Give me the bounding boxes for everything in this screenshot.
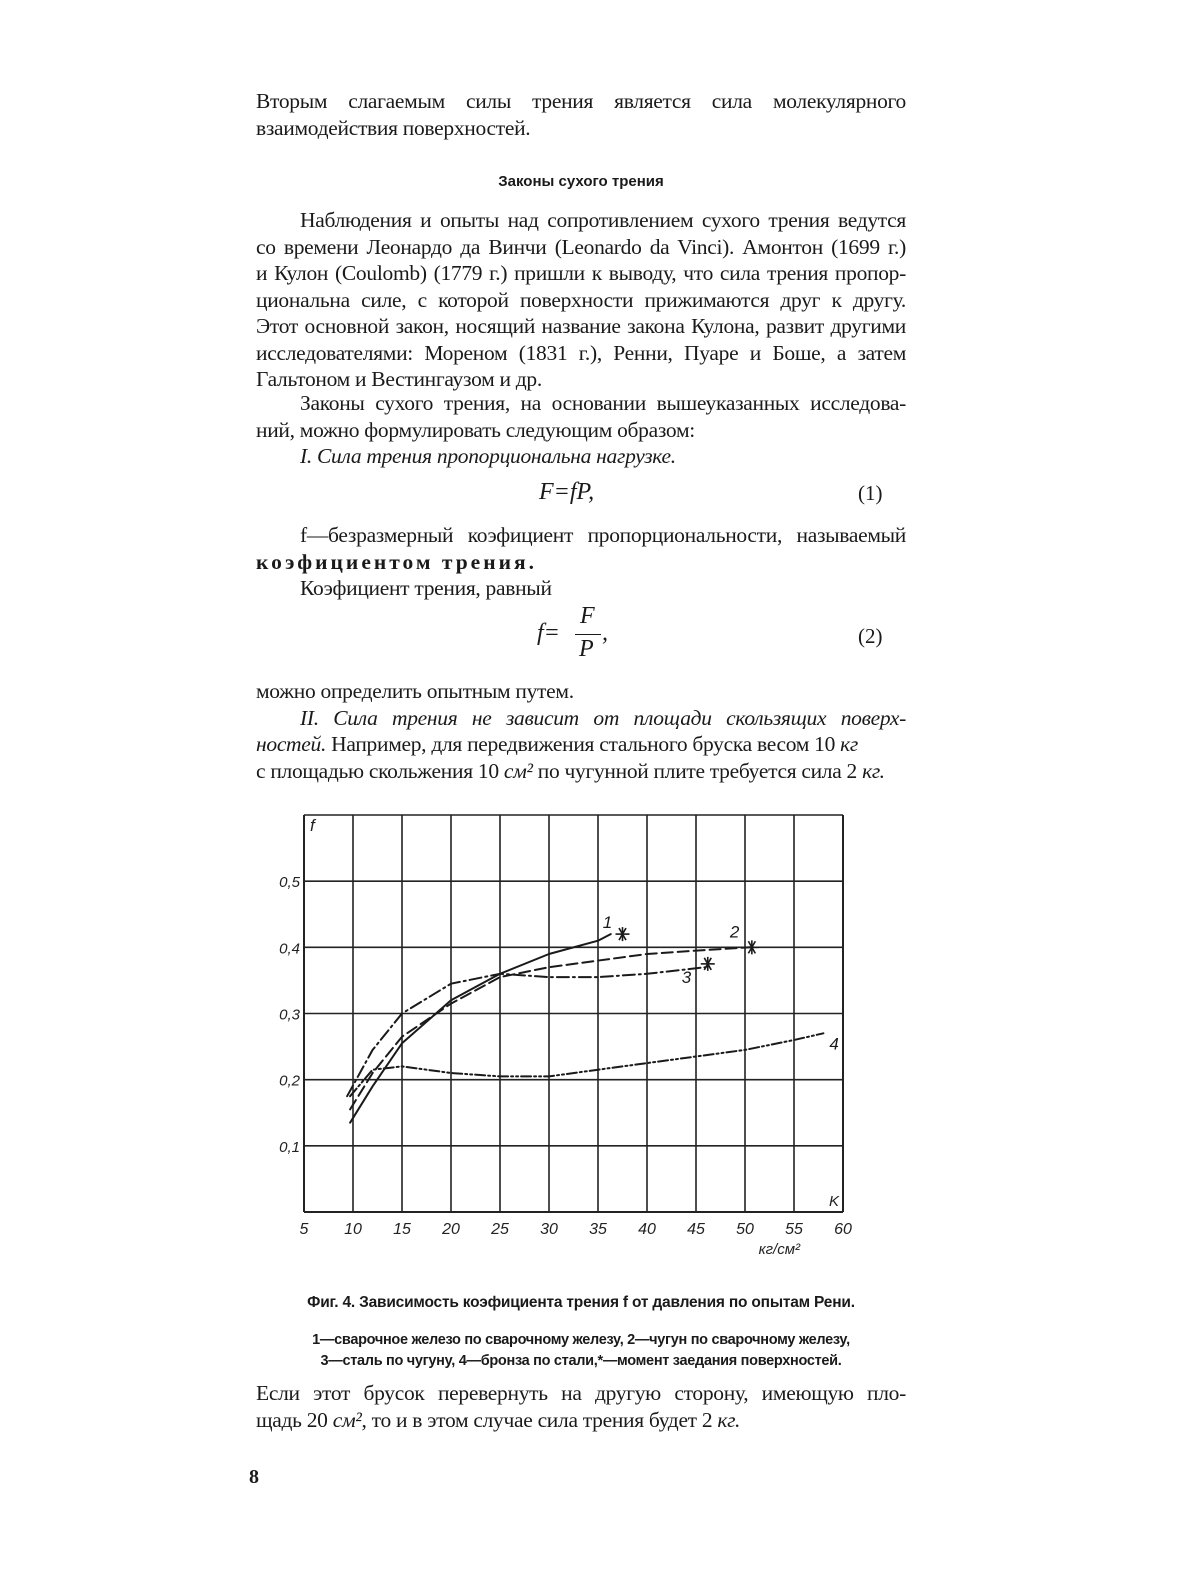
series-line-4: [350, 1033, 823, 1096]
x-tick-label-25: 25: [491, 1221, 509, 1238]
seizure-marker-stroke: [704, 958, 711, 970]
law-2-unit-kg-2: кг.: [862, 758, 885, 783]
series-label-3: 3: [681, 968, 692, 988]
chart-markers: [616, 927, 759, 971]
law-2-line-2-italic: ностей.: [256, 732, 327, 756]
x-tick-label-10: 10: [344, 1221, 362, 1238]
formula-1: F=fP,: [539, 479, 595, 505]
law-2-line-1: II. Сила трения не зависит от площади скользящих поверх-: [300, 705, 906, 730]
history-line-7: Гальтоном и Вестингаузом и др.: [256, 367, 542, 391]
law-2-line-3: [256, 758, 906, 785]
fraction-bar: [575, 634, 601, 635]
x-tick-label-35: 35: [589, 1221, 607, 1238]
formula-2-denominator: P: [579, 636, 594, 662]
x-tick-label-55: 55: [785, 1221, 803, 1238]
legend-line-2: 3—сталь по чугуну, 4—бронза по стали,*—момент заедания поверхностей.: [320, 1353, 842, 1369]
laws-intro-line-1: Законы сухого трения, на основании вышеуказанных исследова-: [300, 391, 906, 415]
law-2-unit-cm2: см²: [503, 758, 533, 783]
intro-paragraph: [256, 88, 906, 141]
formula-2-comma: ,: [602, 620, 608, 646]
seizure-marker-stroke: [748, 941, 755, 953]
coefficient-equal-line: Коэфициент трения, равный: [300, 576, 552, 600]
series-label-4: 4: [829, 1034, 839, 1054]
history-line-3: и Кулон (Coulomb) (1779 г.) пришли к выводу, что сила трения пропор-: [256, 261, 906, 285]
final-line-2-a: щадь 20: [256, 1407, 328, 1432]
final-line-2: [256, 1407, 906, 1434]
final-unit-cm2: см²: [332, 1407, 362, 1432]
x-tick-label-15: 15: [393, 1221, 411, 1238]
series-label-1: 1: [602, 913, 613, 933]
paragraph-laws-intro: [256, 390, 906, 470]
y-tick-label-0,1: 0,1: [279, 1138, 300, 1156]
series-label-2: 2: [729, 922, 740, 942]
y-tick-label-0,4: 0,4: [279, 940, 300, 958]
legend-line-1: 1—сварочное железо по сварочному железу, 2—чугун по сварочному железу,: [312, 1332, 850, 1348]
law-2-line-3-b: по чугунной плите требуется сила 2: [537, 758, 858, 783]
series-line-1: [350, 934, 611, 1123]
history-line-4: циональна силе, с которой поверхности прижимаются друг к другу.: [256, 287, 906, 312]
page-number: 8: [249, 1466, 259, 1488]
paragraph-law-2: [256, 678, 906, 784]
x-tick-label-30: 30: [540, 1221, 558, 1238]
section-title: Законы сухого трения: [498, 173, 664, 190]
y-tick-label-0,5: 0,5: [279, 874, 300, 892]
history-line-1: Наблюдения и опыты над сопротивлением сухого трения ведутся: [300, 208, 906, 232]
seizure-marker-2: [745, 940, 759, 954]
formula-1-number: (1): [858, 481, 883, 505]
coefficient-term: коэфициентом трения.: [256, 549, 537, 574]
law-2-line-2-text: Например, для передвижения стального бруска весом 10: [331, 732, 836, 756]
law-2-unit-kg: кг: [840, 732, 858, 756]
series-line-3: [347, 967, 706, 1096]
paragraph-coefficient: [256, 522, 906, 602]
x-tick-label-45: 45: [687, 1221, 705, 1238]
chart-series: [347, 934, 823, 1123]
x-unit-label: кг/см²: [758, 1241, 801, 1258]
figure-caption: Фиг. 4. Зависимость коэфициента трения f от давления по опытам Рени.: [307, 1294, 855, 1311]
x-tick-label-60: 60: [834, 1221, 852, 1238]
seizure-marker-1: [616, 927, 630, 941]
x-tick-label-5: 5: [299, 1221, 309, 1238]
law-2-line-2: [256, 731, 906, 758]
series-line-2: [350, 947, 750, 1109]
final-line-1: Если этот брусок перевернуть на другую сторону, имеющую пло-: [256, 1381, 906, 1405]
formula-2-number: (2): [858, 624, 883, 648]
x-tick-label-20: 20: [442, 1221, 460, 1238]
final-paragraph: [256, 1380, 906, 1433]
paragraph-history: [256, 207, 906, 393]
seizure-marker-stroke: [619, 928, 626, 940]
intro-line-1: Вторым слагаемым силы трения является сила молекулярного: [256, 89, 906, 113]
seizure-marker-stroke: [619, 928, 626, 940]
formula-2-lhs: f=: [537, 620, 560, 646]
determine-line: можно определить опытным путем.: [256, 679, 574, 703]
history-line-5: Этот основной закон, носящий название закона Кулона, развит другими: [256, 314, 906, 338]
seizure-marker-stroke: [748, 941, 755, 953]
x-tick-label-40: 40: [638, 1221, 656, 1238]
y-axis-label: f: [310, 816, 315, 835]
laws-intro-line-2: ний, можно формулировать следующим образом:: [256, 417, 695, 442]
law-1-statement: I. Сила трения пропорциональна нагрузке.: [300, 444, 676, 468]
final-unit-kg: кг.: [717, 1407, 741, 1432]
final-line-2-b: , то и в этом случае сила трения будет 2: [361, 1407, 713, 1432]
chart-grid: [304, 815, 843, 1212]
chart-labels: [279, 816, 852, 1258]
seizure-marker-stroke: [704, 958, 711, 970]
x-axis-letter: K: [829, 1193, 840, 1210]
figure-legend: [256, 1330, 906, 1372]
coefficient-line-1: f—безразмерный коэфициент пропорциональности, называемый: [300, 523, 906, 547]
history-line-6: исследователями: Мореном (1831 г.), Ренни, Пуаре и Боше, а затем: [256, 340, 906, 365]
seizure-marker-3: [701, 957, 715, 971]
y-tick-label-0,2: 0,2: [279, 1072, 300, 1090]
history-line-2: со времени Леонардо да Винчи (Leonardo da Vinci). Амонтон (1699 г.): [256, 234, 906, 259]
intro-line-2: взаимодействия поверхностей.: [256, 115, 531, 140]
y-tick-label-0,3: 0,3: [279, 1006, 300, 1024]
law-2-line-3-a: с площадью скольжения 10: [256, 758, 499, 783]
x-tick-label-50: 50: [736, 1221, 754, 1238]
formula-2-numerator: F: [580, 603, 595, 629]
